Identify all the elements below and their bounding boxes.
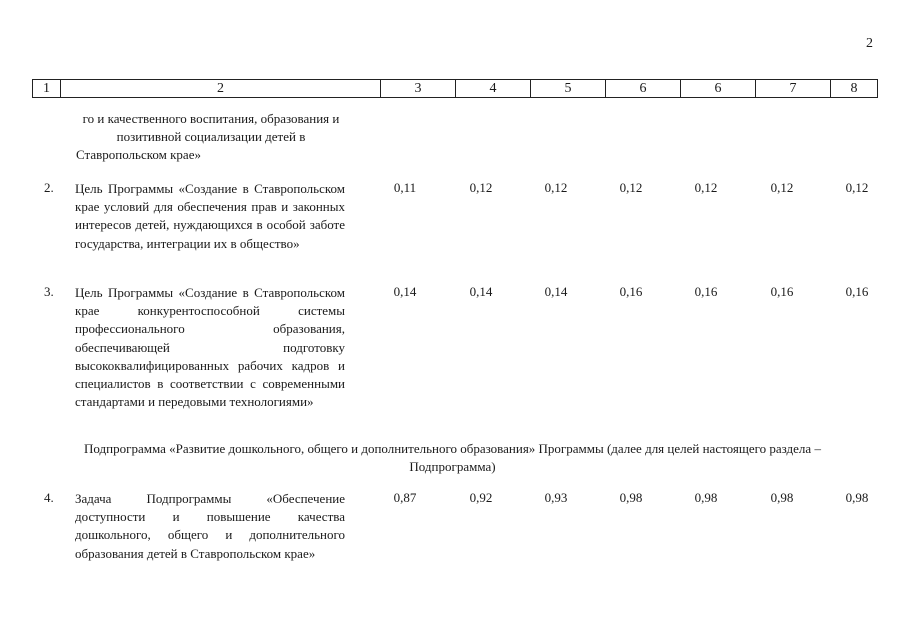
header-cell: 6	[681, 80, 756, 98]
row-value: 0,98	[845, 490, 869, 505]
continuation-text: го и качественного воспитания, образования и позитивной социализации детей в Ставропольском крае»	[76, 111, 340, 163]
row-value: 0,16	[694, 284, 718, 299]
header-cell: 6	[606, 80, 681, 98]
row-description: Цель Программы «Создание в Ставропольском крае конкурентоспособной системы профессионального образования, обеспечивающей подготовку высококвалифицированных рабочих кадров и специалистов в соответствии с современными стандартами и передовыми технологиями»	[75, 285, 345, 410]
row-number: 2.	[44, 180, 54, 195]
row-description: Задача Подпрограммы «Обеспечение доступности и повышение качества дошкольного, общего и дополнительного образования детей в Ставропольском крае»	[75, 491, 345, 561]
header-cell: 1	[33, 80, 61, 98]
row-value: 0,87	[393, 490, 417, 505]
row-value: 0,98	[694, 490, 718, 505]
header-cell: 8	[831, 80, 878, 98]
row-value: 0,14	[544, 284, 568, 299]
header-cell: 7	[756, 80, 831, 98]
row-value: 0,12	[694, 180, 718, 195]
row-value: 0,14	[469, 284, 493, 299]
header-row	[33, 80, 878, 98]
header-cell: 3	[381, 80, 456, 98]
row-description: Цель Программы «Создание в Ставропольском крае условий для обеспечения прав и законных интересов детей, нуждающихся в особой заботе государства, интеграции их в общество»	[75, 181, 345, 251]
row-value: 0,16	[845, 284, 869, 299]
row-value: 0,12	[469, 180, 493, 195]
row-value: 0,14	[393, 284, 417, 299]
row-value: 0,92	[469, 490, 493, 505]
row-value: 0,98	[770, 490, 794, 505]
row-value: 0,16	[770, 284, 794, 299]
header-cell: 2	[61, 80, 381, 98]
row-value: 0,98	[619, 490, 643, 505]
row-value: 0,12	[770, 180, 794, 195]
header-cell: 4	[456, 80, 531, 98]
row-value: 0,12	[619, 180, 643, 195]
page-number: 2	[866, 36, 873, 51]
row-value: 0,12	[544, 180, 568, 195]
row-value: 0,11	[393, 180, 417, 195]
row-number: 3.	[44, 284, 54, 299]
row-value: 0,12	[845, 180, 869, 195]
subprogram-heading: Подпрограмма «Развитие дошкольного, общего и дополнительного образования» Программы (далее для целей настоящего раздела – Подпрограмма)	[84, 441, 821, 474]
row-number: 4.	[44, 490, 54, 505]
row-value: 0,16	[619, 284, 643, 299]
row-value: 0,93	[544, 490, 568, 505]
column-header-table	[32, 79, 878, 98]
header-cell: 5	[531, 80, 606, 98]
